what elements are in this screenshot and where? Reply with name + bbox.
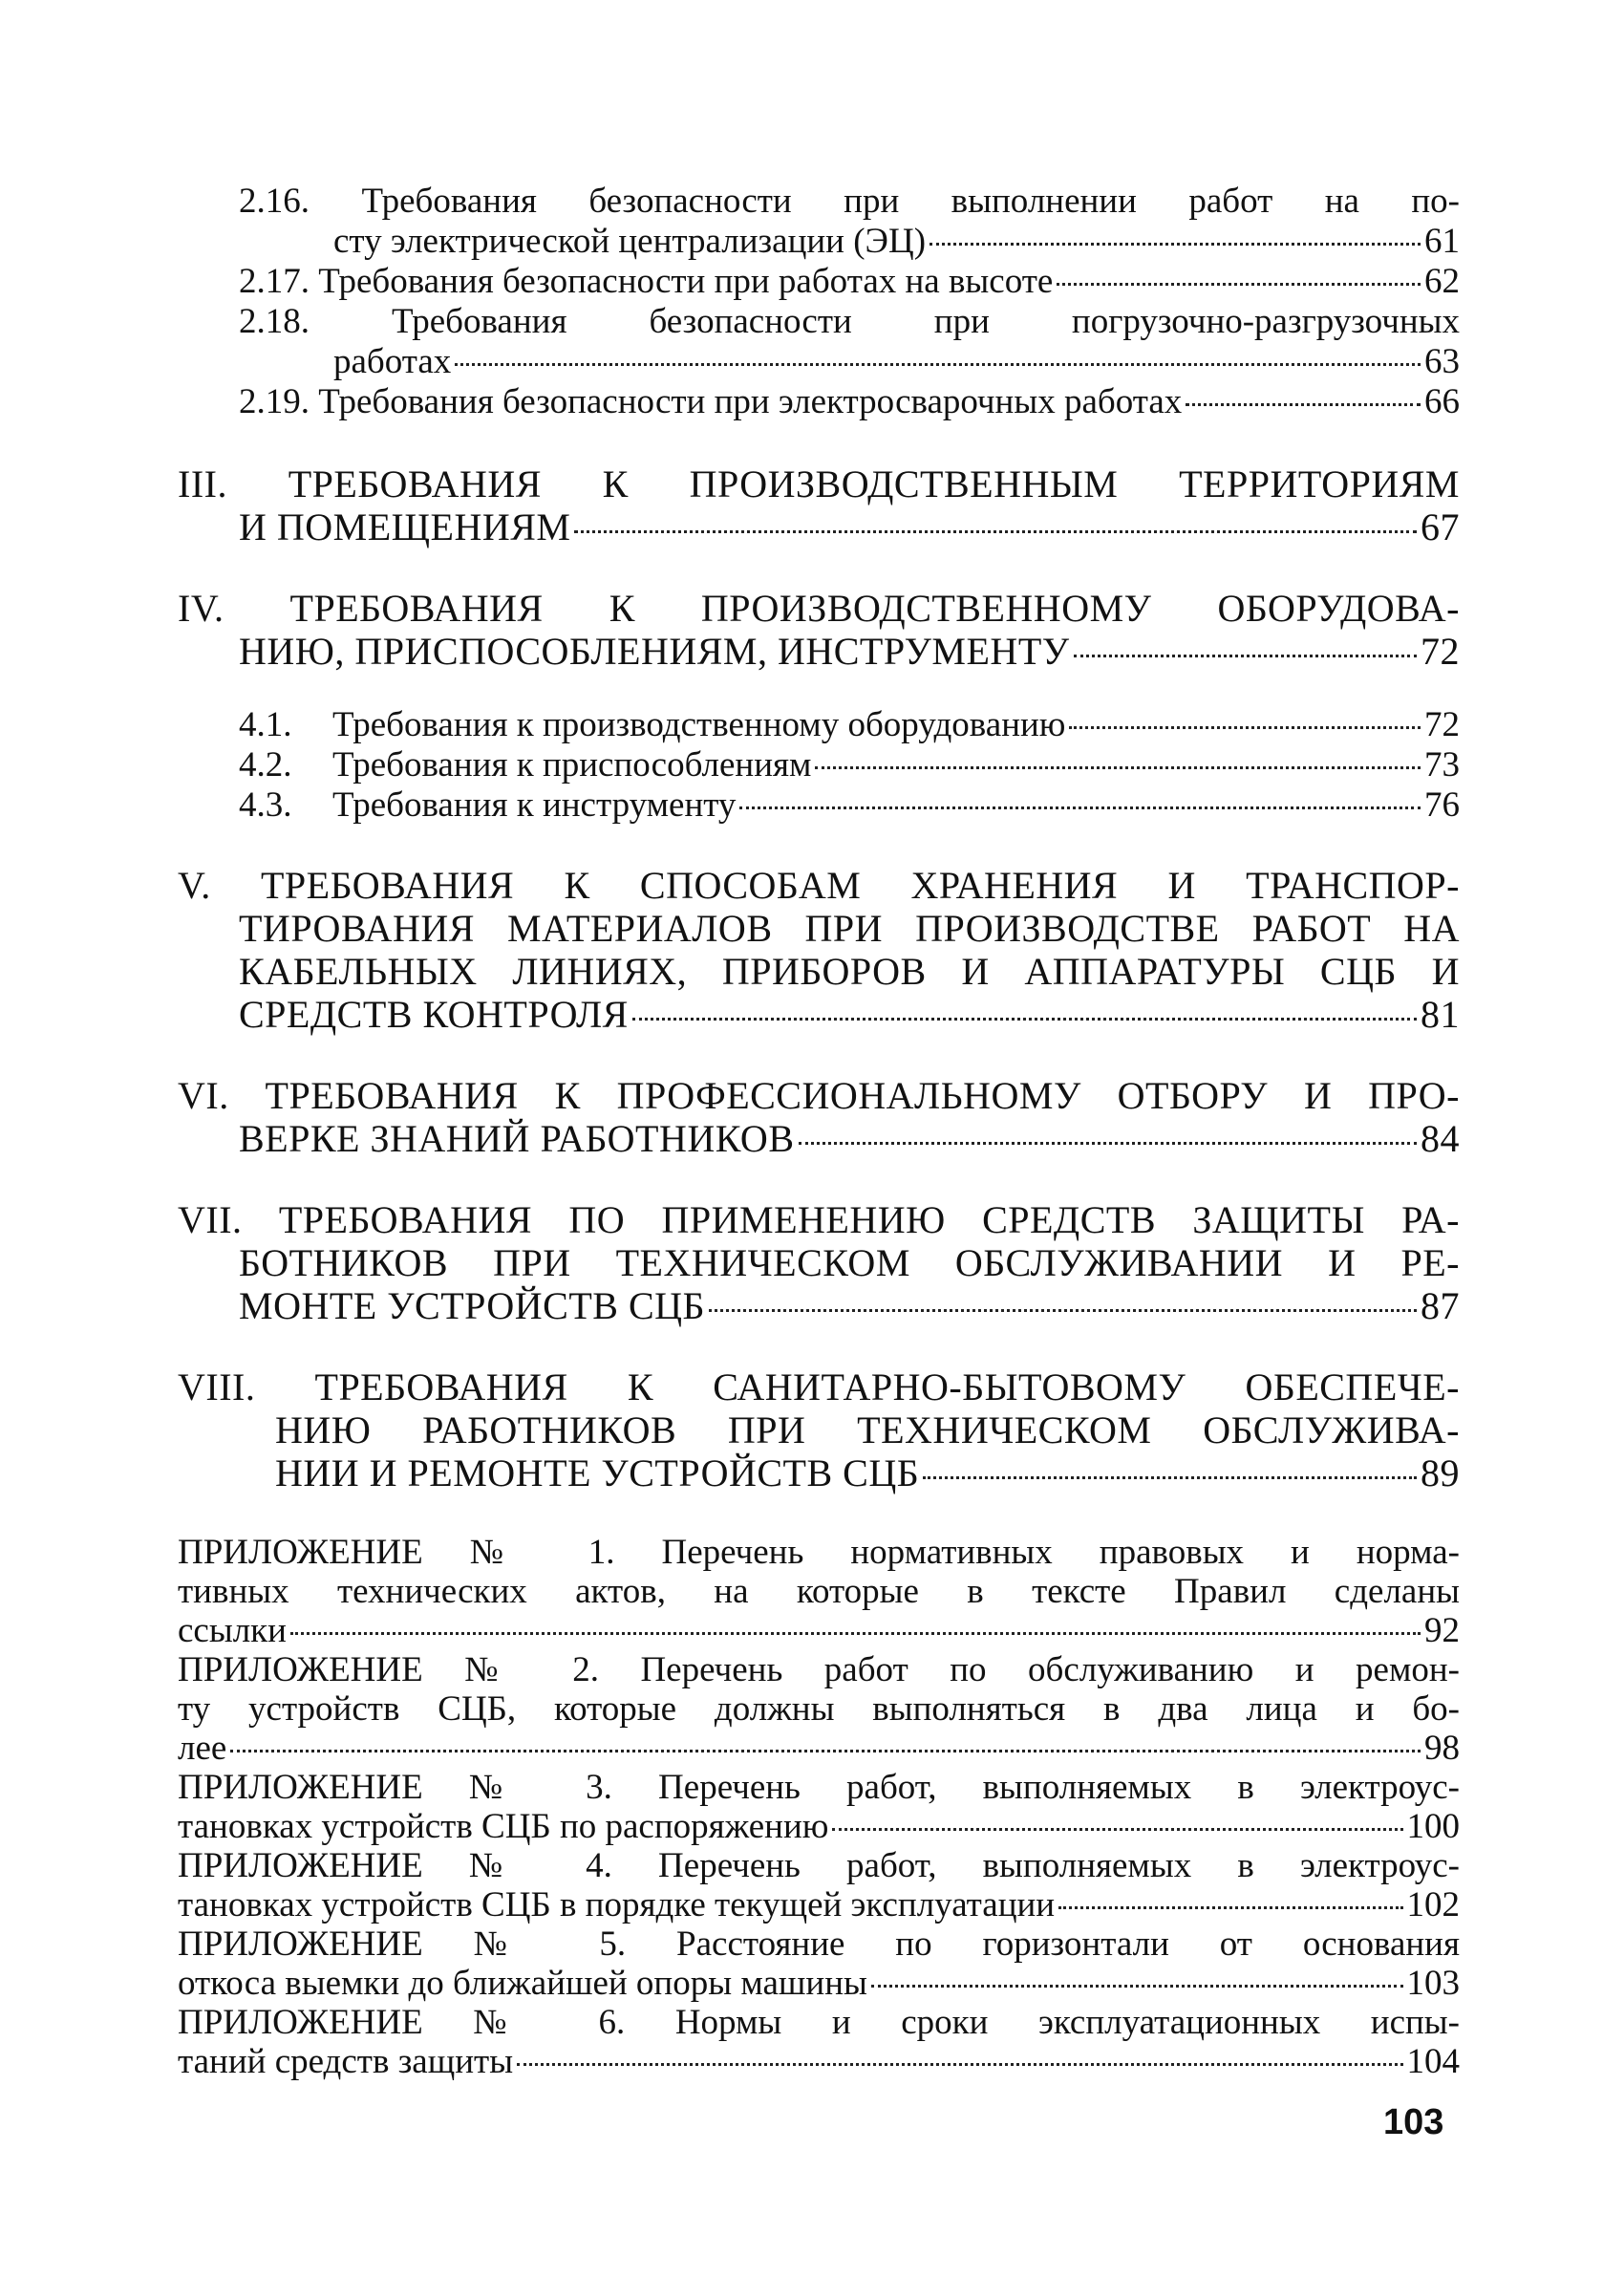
toc-appendix-title-cont: тивных технических актов, на которые в тексте Правил сделаны — [178, 1572, 1460, 1611]
toc-page-number: 103 — [1406, 1964, 1460, 2003]
toc-appendix-3 — [178, 1768, 1460, 1846]
toc-appendix-title: ПРИЛОЖЕНИЕ № 3. Перечень работ, выполняемых в электроус- — [178, 1768, 1460, 1807]
toc-appendix-title: ПРИЛОЖЕНИЕ № 4. Перечень работ, выполняемых в электроус- — [178, 1846, 1460, 1885]
toc-appendix-title: ПРИЛОЖЕНИЕ № 6. Нормы и сроки эксплуатационных испы- — [178, 2003, 1460, 2042]
toc-entry-2-17 — [178, 262, 1460, 302]
toc-entry-number: 2.16. — [239, 182, 310, 221]
toc-chapter-title-cont: СРЕДСТВ КОНТРОЛЯ — [239, 993, 629, 1036]
toc-chapter-title: IV. ТРЕБОВАНИЯ К ПРОИЗВОДСТВЕННОМУ ОБОРУДОВА- — [178, 587, 1460, 630]
dot-leader — [832, 1828, 1402, 1831]
toc-page-number: 81 — [1421, 993, 1460, 1036]
dot-leader — [517, 2063, 1402, 2066]
dot-leader — [709, 1309, 1417, 1312]
toc-entry-number: 4.2. — [239, 745, 292, 785]
toc-appendix-2 — [178, 1650, 1460, 1768]
dot-leader — [632, 1018, 1417, 1021]
dot-leader — [1074, 655, 1417, 657]
toc-page-number: 104 — [1406, 2042, 1460, 2081]
toc-entry-title-cont: работах — [333, 342, 452, 381]
dot-leader — [1186, 403, 1421, 406]
dot-leader — [230, 1750, 1421, 1752]
toc-page-number: 63 — [1424, 342, 1460, 381]
table-of-contents — [178, 182, 1460, 2081]
toc-appendix-6 — [178, 2003, 1460, 2081]
toc-page-number: 92 — [1424, 1611, 1460, 1650]
toc-page-number: 61 — [1424, 222, 1460, 261]
dot-leader — [871, 1985, 1403, 1988]
toc-entry-number: 4.3. — [239, 785, 292, 825]
toc-page-number: 72 — [1421, 630, 1460, 673]
dot-leader — [574, 530, 1417, 533]
toc-page-number: 66 — [1424, 382, 1460, 421]
dot-leader — [1069, 726, 1421, 729]
toc-entry-title: Требования безопасности при работах на высоте — [318, 262, 1054, 301]
toc-chapter-title: III. ТРЕБОВАНИЯ К ПРОИЗВОДСТВЕННЫМ ТЕРРИТОРИЯМ — [178, 462, 1460, 505]
toc-chapter-title: V. ТРЕБОВАНИЯ К СПОСОБАМ ХРАНЕНИЯ И ТРАНСПОР- — [178, 864, 1460, 907]
toc-page-number: 98 — [1424, 1729, 1460, 1768]
toc-page-number: 67 — [1421, 505, 1460, 548]
toc-entry-4-3 — [178, 785, 1460, 826]
toc-appendix-title-cont: лее — [178, 1729, 227, 1768]
toc-chapter-title-cont: И ПОМЕЩЕНИЯМ — [239, 505, 571, 548]
toc-appendix-title-cont: ссылки — [178, 1611, 287, 1650]
toc-entry-title: Требования к производственному оборудованию — [332, 705, 1066, 744]
toc-chapter-title-cont: НИЮ РАБОТНИКОВ ПРИ ТЕХНИЧЕСКОМ ОБСЛУЖИВА- — [275, 1408, 1460, 1451]
dot-leader — [930, 243, 1421, 246]
toc-entry-title: Требования к приспособлениям — [332, 745, 812, 785]
toc-chapter-title-cont: НИЮ, ПРИСПОСОБЛЕНИЯМ, ИНСТРУМЕНТУ — [239, 630, 1070, 673]
toc-chapter-title: VIII. ТРЕБОВАНИЯ К САНИТАРНО-БЫТОВОМУ ОБЕСПЕЧЕ- — [178, 1365, 1460, 1408]
toc-appendix-title-cont: ту устройств СЦБ, которые должны выполняться в два лица и бо- — [178, 1689, 1460, 1729]
toc-chapter-title-cont: ТИРОВАНИЯ МАТЕРИАЛОВ ПРИ ПРОИЗВОДСТВЕ РАБОТ НА — [239, 907, 1460, 950]
toc-appendix-title-cont: тановках устройств СЦБ по распоряжению — [178, 1807, 829, 1846]
toc-entry-4-1 — [178, 705, 1460, 745]
toc-entry-title: Требования безопасности при выполнении работ на по- — [361, 182, 1460, 221]
toc-appendix-1 — [178, 1533, 1460, 1650]
toc-appendix-title-cont: таний средств защиты — [178, 2042, 514, 2081]
toc-page-number: 100 — [1406, 1807, 1460, 1846]
toc-page-number: 89 — [1421, 1451, 1460, 1494]
dot-leader — [1058, 1906, 1402, 1909]
toc-chapter-6 — [178, 1074, 1460, 1160]
toc-chapter-title: VI. ТРЕБОВАНИЯ К ПРОФЕССИОНАЛЬНОМУ ОТБОРУ И ПРО- — [178, 1074, 1460, 1117]
toc-page-number: 73 — [1424, 745, 1460, 785]
toc-entry-number: 2.17. — [239, 262, 310, 301]
dot-leader — [455, 363, 1421, 366]
toc-page-number: 102 — [1406, 1885, 1460, 1924]
toc-entry-title: Требования безопасности при электросварочных работах — [318, 382, 1183, 421]
toc-chapter-title-cont: КАБЕЛЬНЫХ ЛИНИЯХ, ПРИБОРОВ И АППАРАТУРЫ СЦБ И — [239, 950, 1460, 993]
toc-page-number: 72 — [1424, 705, 1460, 744]
toc-entry-2-16 — [178, 182, 1460, 262]
toc-entry-title: Требования к инструменту — [332, 785, 737, 825]
toc-entry-title: Требования безопасности при погрузочно-разгрузочных — [392, 302, 1460, 341]
toc-chapter-title: VII. ТРЕБОВАНИЯ ПО ПРИМЕНЕНИЮ СРЕДСТВ ЗАЩИТЫ РА- — [178, 1198, 1460, 1241]
toc-entry-title-cont: сту электрической централизации (ЭЦ) — [333, 222, 927, 261]
toc-appendix-title: ПРИЛОЖЕНИЕ № 1. Перечень нормативных правовых и норма- — [178, 1533, 1460, 1572]
page-number: 103 — [1383, 2102, 1444, 2142]
dot-leader — [799, 1142, 1418, 1145]
dot-leader — [739, 806, 1421, 809]
toc-entry-number: 2.19. — [239, 382, 310, 421]
dot-leader — [923, 1476, 1417, 1479]
toc-appendix-title: ПРИЛОЖЕНИЕ № 5. Расстояние по горизонтали от основания — [178, 1924, 1460, 1964]
dot-leader — [290, 1632, 1421, 1635]
toc-chapter-4 — [178, 587, 1460, 673]
toc-page-number: 87 — [1421, 1284, 1460, 1327]
toc-entry-2-19 — [178, 382, 1460, 422]
toc-appendix-title-cont: тановках устройств СЦБ в порядке текущей эксплуатации — [178, 1885, 1056, 1924]
toc-entry-number: 2.18. — [239, 302, 310, 341]
toc-chapter-5 — [178, 864, 1460, 1036]
toc-entry-4-2 — [178, 745, 1460, 785]
toc-page-number: 84 — [1421, 1117, 1460, 1160]
toc-chapter-title-cont: ВЕРКЕ ЗНАНИЙ РАБОТНИКОВ — [239, 1117, 795, 1160]
toc-chapter-8 — [178, 1365, 1460, 1494]
toc-appendix-title: ПРИЛОЖЕНИЕ № 2. Перечень работ по обслуживанию и ремон- — [178, 1650, 1460, 1689]
toc-entry-2-18 — [178, 302, 1460, 382]
toc-chapter-title-cont: МОНТЕ УСТРОЙСТВ СЦБ — [239, 1284, 705, 1327]
dot-leader — [1057, 283, 1421, 286]
dot-leader — [815, 766, 1421, 769]
toc-page-number: 76 — [1424, 785, 1460, 825]
toc-chapter-title-cont: БОТНИКОВ ПРИ ТЕХНИЧЕСКОМ ОБСЛУЖИВАНИИ И РЕ- — [239, 1241, 1460, 1284]
toc-chapter-title-cont: НИИ И РЕМОНТЕ УСТРОЙСТВ СЦБ — [275, 1451, 920, 1494]
toc-appendix-5 — [178, 1924, 1460, 2003]
toc-appendix-4 — [178, 1846, 1460, 1924]
toc-chapter-3 — [178, 462, 1460, 548]
toc-chapter-7 — [178, 1198, 1460, 1327]
toc-entry-number: 4.1. — [239, 705, 292, 744]
toc-appendix-title-cont: откоса выемки до ближайшей опоры машины — [178, 1964, 867, 2003]
toc-page-number: 62 — [1424, 262, 1460, 301]
